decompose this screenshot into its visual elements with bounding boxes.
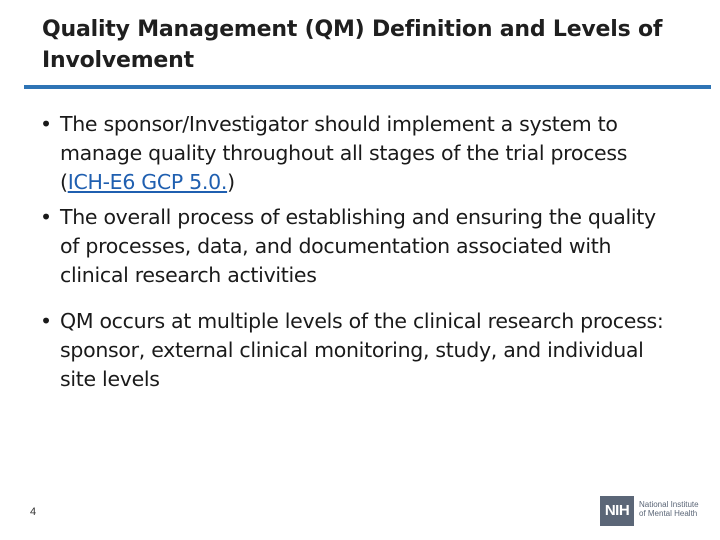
bullet-1-text: The sponsor/Investigator should implement a system to manage quality throughout all stages of the trial process ( [60,112,628,194]
bullet-item-1 [40,110,680,197]
nimh-logo-text [639,500,714,518]
bullet-marker: • [40,112,52,136]
ich-e6-gcp-link[interactable]: ICH-E6 GCP 5.0. [67,170,228,194]
bullet-1-text-end: ) [227,170,235,194]
slide-title: Quality Management (QM) Definition and Levels of Involvement [42,17,663,73]
bullet-list [40,110,680,394]
nimh-logo-line-1: National Institute [639,500,699,509]
nimh-logo [600,496,712,530]
bullet-item-2 [40,203,680,290]
nih-logo-mark: NIH [600,496,634,526]
nimh-logo-line-2: of Mental Health [639,509,698,518]
bullet-3-text: QM occurs at multiple levels of the clinical research process: sponsor, external clinical monitoring, study, and individual site levels [60,309,664,391]
bullet-2-text: The overall process of establishing and ensuring the quality of processes, data, and documentation associated with clinical research activities [60,205,656,287]
page-number: 4 [30,506,37,518]
bullet-marker: • [40,309,52,333]
bullet-marker: • [40,205,52,229]
bullet-item-3 [40,307,680,394]
title-divider [24,85,711,89]
